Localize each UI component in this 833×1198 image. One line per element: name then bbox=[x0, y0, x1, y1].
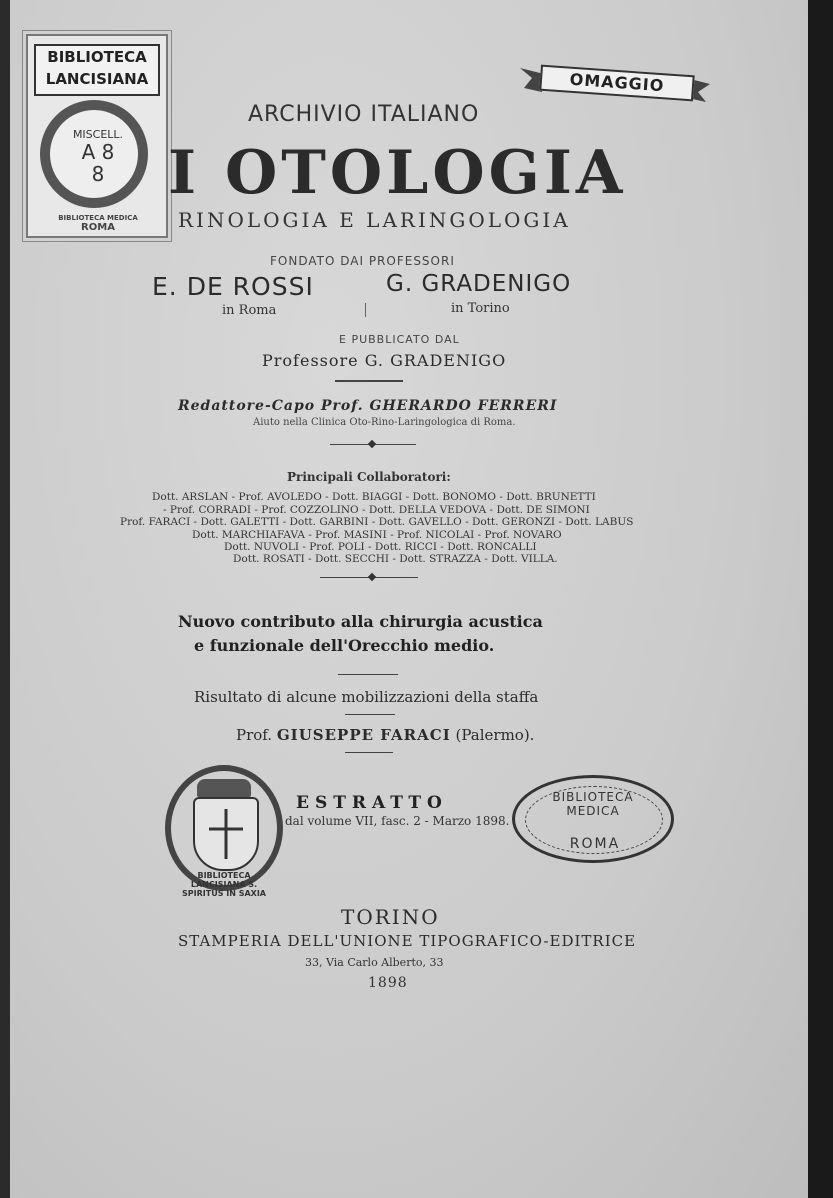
article-title-line1: Nuovo contributo alla chirurgia acustica bbox=[178, 612, 543, 631]
library-label bbox=[34, 44, 160, 96]
extract-label: ESTRATTO bbox=[296, 793, 448, 813]
collaborators-line: Dott. ARSLAN - Prof. AVOLEDO - Dott. BIAGGI - Dott. BONOMO - Dott. BRUNETTI bbox=[152, 491, 596, 503]
author-city: (Palermo). bbox=[455, 726, 535, 744]
published-by: E PUBBLICATO DAL bbox=[339, 333, 460, 346]
rule-5 bbox=[345, 714, 395, 715]
omaggio-ribbon bbox=[520, 64, 710, 98]
collaborators-line: Dott. MARCHIAFAVA - Prof. MASINI - Prof. NICOLAI - Prof. NOVARO bbox=[192, 529, 562, 541]
extract-volume: dal volume VII, fasc. 2 - Marzo 1898. bbox=[285, 814, 510, 828]
chief-editor-role: Aiuto nella Clinica Oto-Rino-Laringologica di Roma. bbox=[253, 417, 516, 428]
founder1-city: in Roma bbox=[222, 303, 277, 318]
shelf-mark: A 8 bbox=[81, 140, 115, 164]
article-title-line2: e funzionale dell'Orecchio medio. bbox=[194, 636, 495, 655]
founder2-city: in Torino bbox=[451, 301, 510, 316]
crown-icon bbox=[197, 779, 251, 797]
seal-right-top: BIBLIOTECA MEDICA bbox=[552, 790, 634, 818]
founder1-name: E. DE ROSSI bbox=[152, 272, 314, 301]
founder-divider bbox=[365, 303, 366, 317]
library-stamp bbox=[26, 34, 168, 238]
omaggio-label: OMAGGIO bbox=[539, 65, 694, 102]
scan-edge bbox=[808, 0, 833, 1198]
imprint-printer: STAMPERIA DELL'UNIONE TIPOGRAFICO-EDITRICE bbox=[178, 932, 637, 950]
author-prefix: Prof. bbox=[236, 726, 273, 744]
journal-title: I OTOLOGIA bbox=[168, 138, 627, 208]
library-shelf-code bbox=[48, 128, 148, 185]
coat-of-arms-seal bbox=[165, 765, 283, 898]
library-ring-bottom: ROMA bbox=[81, 222, 115, 233]
journal-subtitle: RINOLOGIA E LARINGOLOGIA bbox=[178, 208, 571, 232]
shield-icon bbox=[193, 797, 259, 871]
rule-4 bbox=[338, 674, 398, 675]
imprint-city: TORINO bbox=[341, 905, 440, 929]
collaborators-line: Dott. NUVOLI - Prof. POLI - Dott. RICCI - Dott. RONCALLI bbox=[224, 541, 537, 553]
archive-title: ARCHIVIO ITALIANO bbox=[248, 102, 480, 127]
founded-by: FONDATO DAI PROFESSORI bbox=[270, 254, 455, 268]
collaborators-line: Prof. FARACI - Dott. GALETTI - Dott. GARBINI - Dott. GAVELLO - Dott. GERONZI - Dott. LABUS bbox=[120, 516, 634, 528]
imprint-address: 33, Via Carlo Alberto, 33 bbox=[305, 956, 444, 969]
library-ring-text bbox=[58, 214, 138, 233]
seal-right-bottom: ROMA bbox=[569, 836, 621, 852]
article-subtitle: Risultato di alcune mobilizzazioni della staffa bbox=[194, 688, 539, 706]
collaborators-line: Dott. ROSATI - Dott. SECCHI - Dott. STRAZZA - Dott. VILLA. bbox=[233, 553, 558, 565]
library-ring-top: BIBLIOTECA MEDICA bbox=[58, 214, 138, 222]
cross-icon bbox=[195, 799, 257, 869]
miscell-label: MISCELL. bbox=[72, 128, 124, 141]
library-oval-seal bbox=[512, 775, 674, 863]
chief-editor: Redattore-Capo Prof. GHERARDO FERRERI bbox=[178, 398, 558, 414]
article-author bbox=[236, 726, 534, 744]
imprint-year: 1898 bbox=[368, 975, 408, 991]
author-name: GIUSEPPE FARACI bbox=[276, 726, 451, 744]
library-label-line2: LANCISIANA bbox=[45, 70, 149, 88]
founder2-name: G. GRADENIGO bbox=[386, 271, 572, 297]
collaborators-line: - Prof. CORRADI - Prof. COZZOLINO - Dott. DELLA VEDOVA - Dott. DE SIMONI bbox=[163, 504, 590, 516]
publisher-name: Professore G. GRADENIGO bbox=[262, 351, 507, 370]
rule-1 bbox=[335, 380, 403, 382]
rule-6 bbox=[345, 752, 393, 753]
library-label-line1: BIBLIOTECA bbox=[47, 48, 147, 66]
collaborators-heading: Principali Collaboratori: bbox=[287, 470, 451, 484]
seal-left-text: BIBLIOTECA LANCISIANA S. SPIRITUS IN SAXIA bbox=[182, 871, 266, 898]
shelf-number: 8 bbox=[91, 162, 105, 186]
